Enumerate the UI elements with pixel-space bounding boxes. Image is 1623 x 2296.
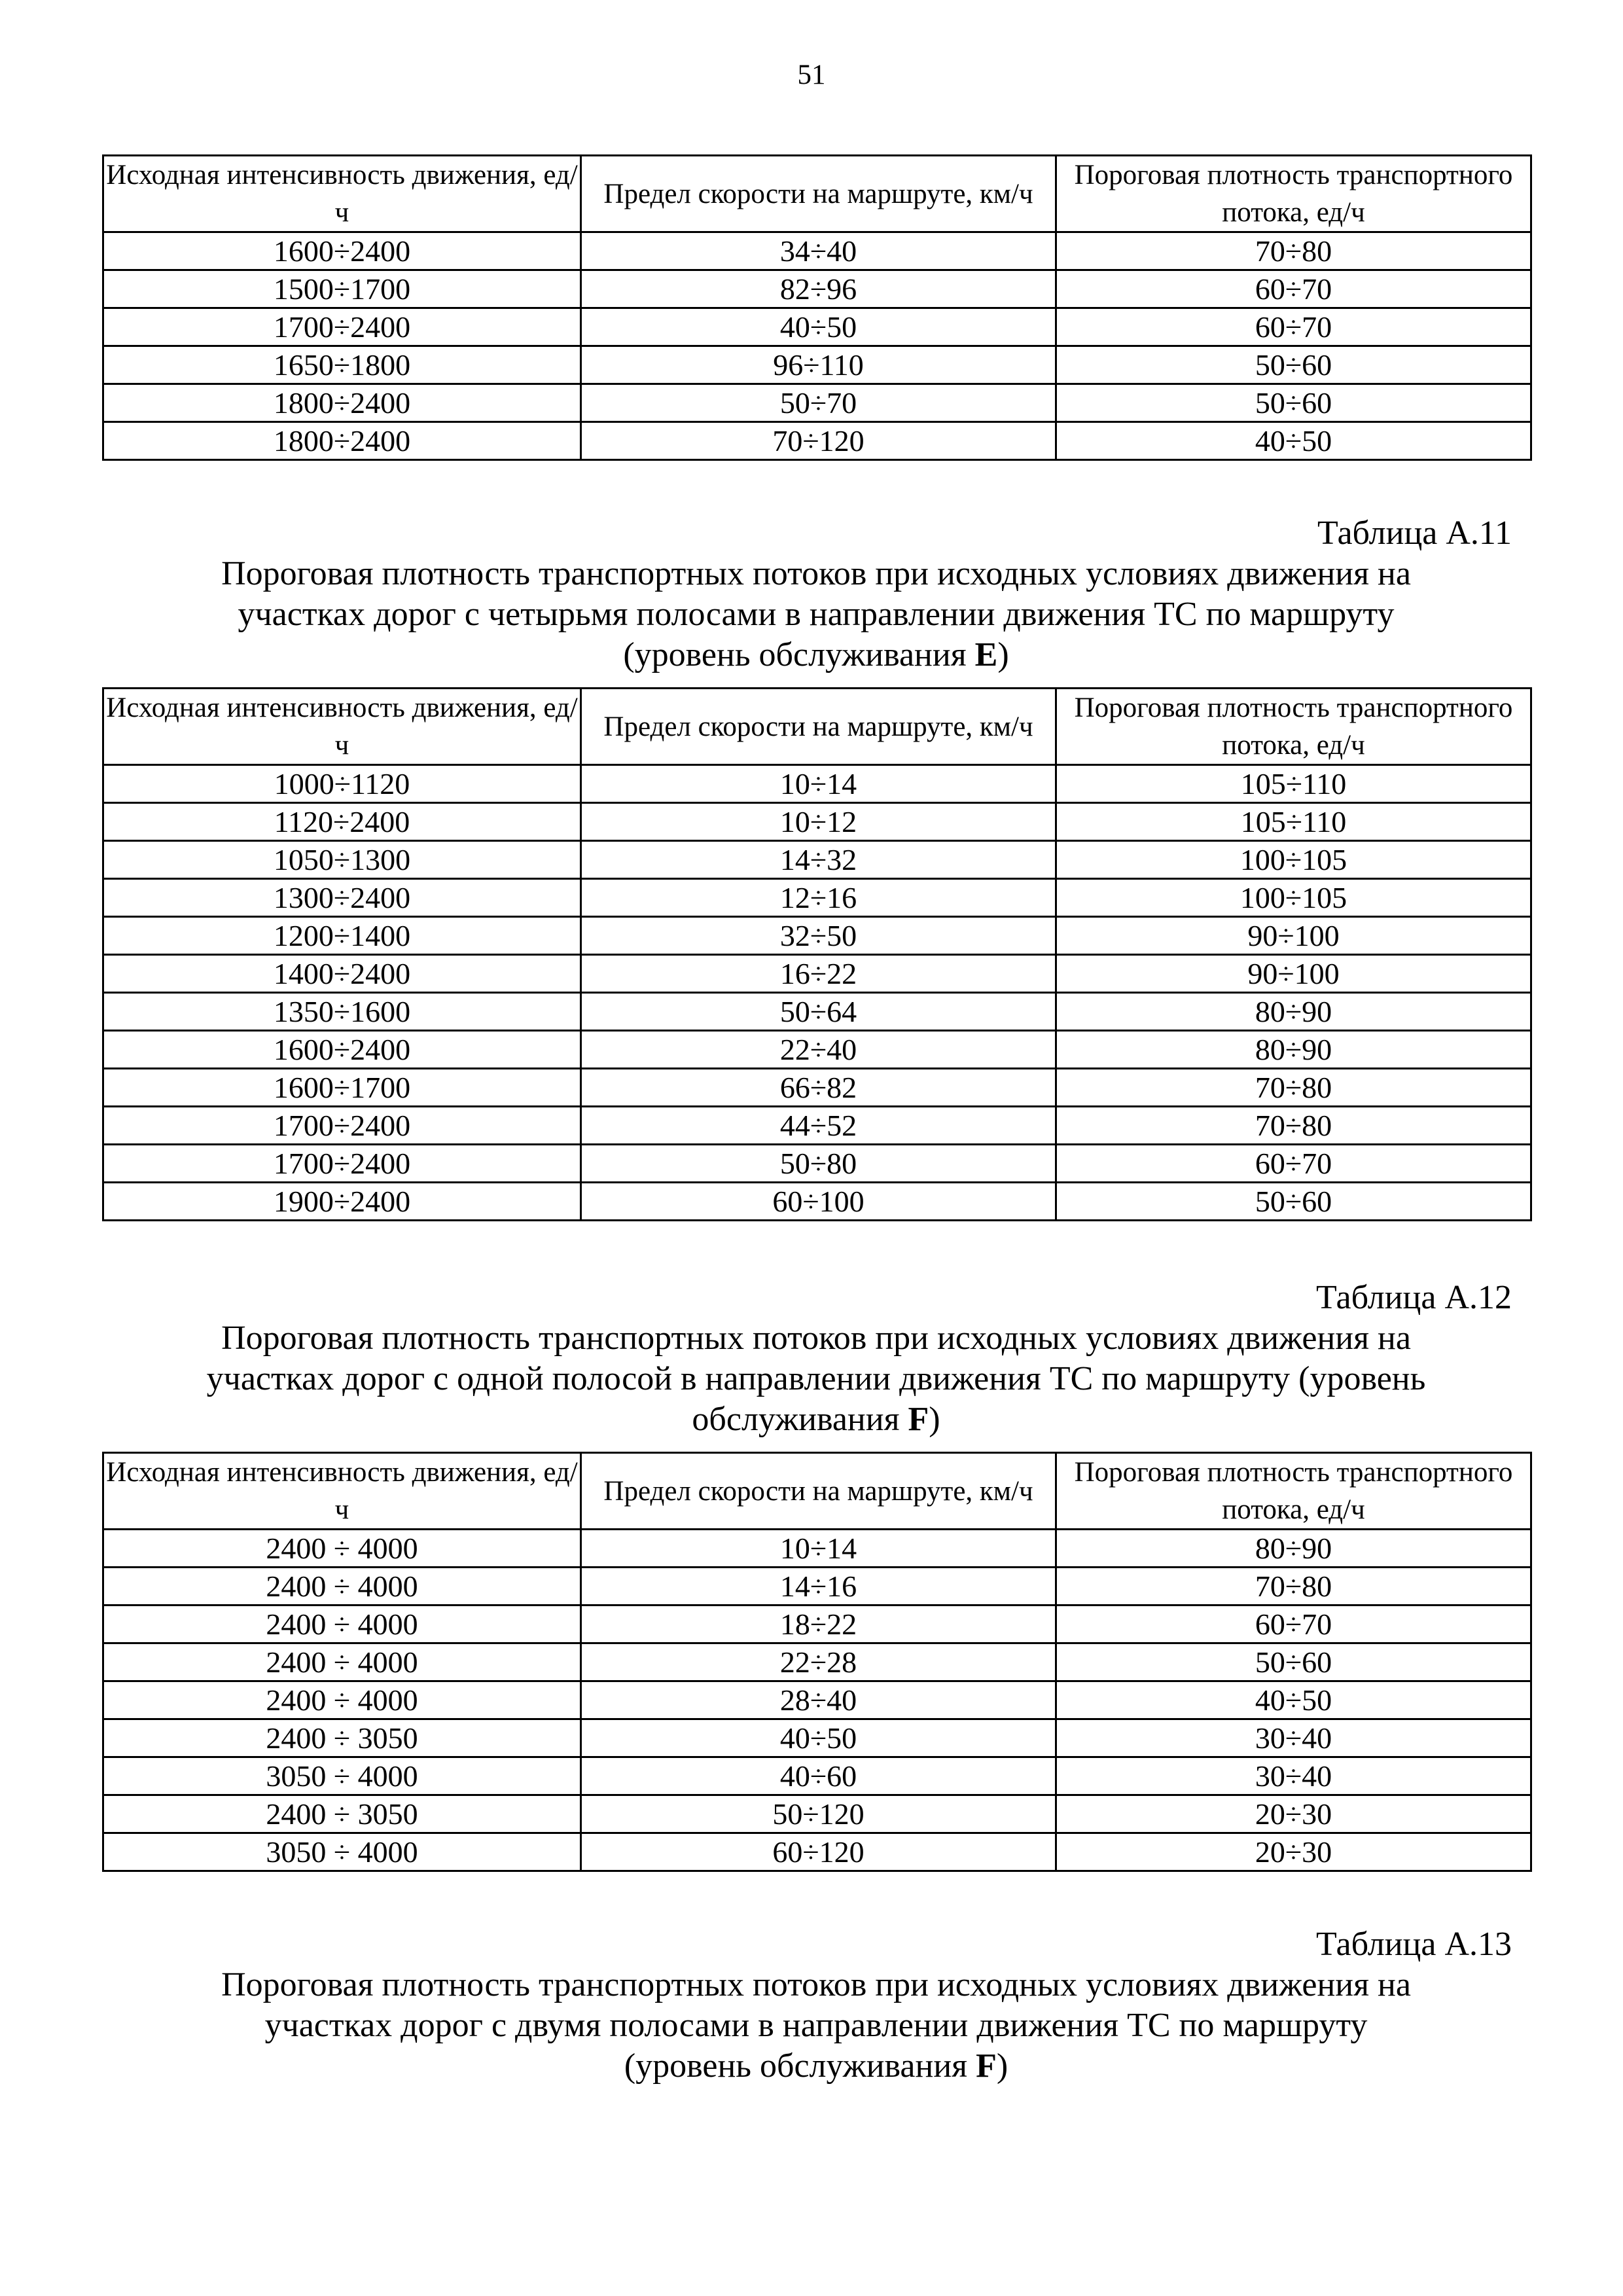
cell-density: 60÷70 — [1056, 1145, 1531, 1183]
cell-density: 100÷105 — [1056, 841, 1531, 879]
cell-intensity: 1650÷1800 — [103, 346, 581, 384]
table-row — [103, 765, 1531, 803]
cell-intensity: 1600÷2400 — [103, 1031, 581, 1069]
cell-intensity: 1700÷2400 — [103, 1145, 581, 1183]
cell-density: 30÷40 — [1056, 1719, 1531, 1757]
table-header-row — [103, 1453, 1531, 1530]
cell-density: 70÷80 — [1056, 1568, 1531, 1605]
table-continued — [102, 154, 1532, 461]
table-row — [103, 1568, 1531, 1605]
cell-intensity: 2400 ÷ 4000 — [103, 1530, 581, 1568]
cell-intensity: 1050÷1300 — [103, 841, 581, 879]
cell-speed: 28÷40 — [581, 1681, 1056, 1719]
cell-intensity: 1300÷2400 — [103, 879, 581, 917]
cell-speed: 14÷32 — [581, 841, 1056, 879]
cell-intensity: 1600÷2400 — [103, 232, 581, 270]
caption-line — [102, 1399, 1530, 1440]
caption-line: участках дорог с четырьмя полосами в направлении движения ТС по маршруту — [238, 596, 1395, 633]
caption-line: участках дорог с двумя полосами в направлении движения ТС по маршруту — [264, 2007, 1368, 2044]
caption-text: ) — [996, 2047, 1008, 2085]
cell-intensity: 2400 ÷ 4000 — [103, 1681, 581, 1719]
cell-speed: 50÷64 — [581, 993, 1056, 1031]
cell-speed: 50÷120 — [581, 1795, 1056, 1833]
table-row — [103, 1719, 1531, 1757]
cell-speed: 50÷80 — [581, 1145, 1056, 1183]
cell-speed: 50÷70 — [581, 384, 1056, 422]
table-row — [103, 270, 1531, 308]
caption-text: (уровень обслуживания — [623, 636, 975, 673]
cell-intensity: 1700÷2400 — [103, 308, 581, 346]
table-a11-label: Таблица А.11 — [1317, 514, 1512, 552]
cell-speed: 16÷22 — [581, 955, 1056, 993]
table-row — [103, 1681, 1531, 1719]
cell-speed: 82÷96 — [581, 270, 1056, 308]
header-density: Пороговая плотность транспортного потока, ед/ч — [1056, 156, 1531, 232]
cell-density: 50÷60 — [1056, 1183, 1531, 1221]
table-a13-label: Таблица А.13 — [1316, 1926, 1512, 1963]
header-speed: Предел скорости на маршруте, км/ч — [581, 156, 1056, 232]
table-row — [103, 917, 1531, 955]
table-row — [103, 993, 1531, 1031]
cell-intensity: 3050 ÷ 4000 — [103, 1757, 581, 1795]
header-speed: Предел скорости на маршруте, км/ч — [581, 1453, 1056, 1530]
table-row — [103, 1605, 1531, 1643]
table-row — [103, 346, 1531, 384]
table-row — [103, 232, 1531, 270]
cell-density: 90÷100 — [1056, 955, 1531, 993]
cell-speed: 10÷12 — [581, 803, 1056, 841]
table-row — [103, 1530, 1531, 1568]
cell-density: 80÷90 — [1056, 993, 1531, 1031]
cell-density: 50÷60 — [1056, 346, 1531, 384]
caption-line: Пороговая плотность транспортных потоков при исходных условиях движения на — [221, 555, 1411, 592]
service-level: F — [908, 1401, 929, 1438]
table-a12-caption — [102, 1318, 1530, 1440]
cell-density: 20÷30 — [1056, 1833, 1531, 1871]
header-speed: Предел скорости на маршруте, км/ч — [581, 689, 1056, 765]
cell-density: 20÷30 — [1056, 1795, 1531, 1833]
cell-density: 105÷110 — [1056, 803, 1531, 841]
cell-speed: 40÷50 — [581, 308, 1056, 346]
header-intensity: Исходная интенсивность движения, ед/ч — [103, 689, 581, 765]
cell-intensity: 1600÷1700 — [103, 1069, 581, 1107]
cell-intensity: 2400 ÷ 3050 — [103, 1795, 581, 1833]
cell-speed: 18÷22 — [581, 1605, 1056, 1643]
table-row — [103, 1069, 1531, 1107]
cell-speed: 70÷120 — [581, 422, 1056, 460]
caption-text: обслуживания — [692, 1401, 908, 1438]
cell-density: 40÷50 — [1056, 1681, 1531, 1719]
caption-line: участках дорог с одной полосой в направлении движения ТС по маршруту (уровень — [206, 1360, 1426, 1397]
cell-density: 80÷90 — [1056, 1530, 1531, 1568]
cell-speed: 14÷16 — [581, 1568, 1056, 1605]
cell-speed: 10÷14 — [581, 1530, 1056, 1568]
cell-density: 80÷90 — [1056, 1031, 1531, 1069]
cell-density: 60÷70 — [1056, 270, 1531, 308]
cell-density: 40÷50 — [1056, 422, 1531, 460]
table-row — [103, 1183, 1531, 1221]
table-row — [103, 1757, 1531, 1795]
cell-speed: 60÷100 — [581, 1183, 1056, 1221]
cell-density: 90÷100 — [1056, 917, 1531, 955]
cell-intensity: 1400÷2400 — [103, 955, 581, 993]
cell-speed: 22÷28 — [581, 1643, 1056, 1681]
table-row — [103, 1107, 1531, 1145]
cell-density: 105÷110 — [1056, 765, 1531, 803]
table-row — [103, 1795, 1531, 1833]
cell-speed: 60÷120 — [581, 1833, 1056, 1871]
cell-intensity: 3050 ÷ 4000 — [103, 1833, 581, 1871]
header-intensity: Исходная интенсивность движения, ед/ч — [103, 156, 581, 232]
cell-speed: 40÷50 — [581, 1719, 1056, 1757]
table-a11-caption — [102, 554, 1530, 675]
table-row — [103, 1643, 1531, 1681]
page-number: 51 — [797, 60, 826, 90]
header-density: Пороговая плотность транспортного потока, ед/ч — [1056, 689, 1531, 765]
cell-intensity: 2400 ÷ 4000 — [103, 1643, 581, 1681]
table-header-row — [103, 156, 1531, 232]
cell-intensity: 2400 ÷ 3050 — [103, 1719, 581, 1757]
table-row — [103, 384, 1531, 422]
cell-intensity: 1120÷2400 — [103, 803, 581, 841]
table-a12-label: Таблица А.12 — [1316, 1279, 1512, 1316]
cell-intensity: 1700÷2400 — [103, 1107, 581, 1145]
cell-density: 30÷40 — [1056, 1757, 1531, 1795]
cell-speed: 10÷14 — [581, 765, 1056, 803]
table-row — [103, 841, 1531, 879]
caption-text: ) — [997, 636, 1009, 673]
cell-speed: 66÷82 — [581, 1069, 1056, 1107]
table-row — [103, 308, 1531, 346]
cell-speed: 22÷40 — [581, 1031, 1056, 1069]
cell-intensity: 1800÷2400 — [103, 384, 581, 422]
cell-speed: 96÷110 — [581, 346, 1056, 384]
table-row — [103, 803, 1531, 841]
cell-speed: 32÷50 — [581, 917, 1056, 955]
caption-text: (уровень обслуживания — [624, 2047, 976, 2085]
cell-intensity: 1000÷1120 — [103, 765, 581, 803]
cell-density: 70÷80 — [1056, 232, 1531, 270]
cell-density: 50÷60 — [1056, 384, 1531, 422]
cell-speed: 34÷40 — [581, 232, 1056, 270]
caption-text: ) — [929, 1401, 940, 1438]
table-a12 — [102, 1452, 1532, 1872]
header-density: Пороговая плотность транспортного потока, ед/ч — [1056, 1453, 1531, 1530]
cell-speed: 12÷16 — [581, 879, 1056, 917]
cell-intensity: 1900÷2400 — [103, 1183, 581, 1221]
cell-intensity: 1200÷1400 — [103, 917, 581, 955]
cell-speed: 44÷52 — [581, 1107, 1056, 1145]
cell-density: 60÷70 — [1056, 1605, 1531, 1643]
cell-density: 70÷80 — [1056, 1107, 1531, 1145]
cell-density: 70÷80 — [1056, 1069, 1531, 1107]
cell-density: 50÷60 — [1056, 1643, 1531, 1681]
caption-line: Пороговая плотность транспортных потоков при исходных условиях движения на — [221, 1966, 1411, 2003]
cell-intensity: 1350÷1600 — [103, 993, 581, 1031]
service-level: E — [974, 636, 998, 673]
table-header-row — [103, 689, 1531, 765]
table-a11 — [102, 687, 1532, 1221]
caption-line — [102, 635, 1530, 675]
caption-line: Пороговая плотность транспортных потоков при исходных условиях движения на — [221, 1319, 1411, 1357]
cell-density: 100÷105 — [1056, 879, 1531, 917]
table-row — [103, 1145, 1531, 1183]
header-intensity: Исходная интенсивность движения, ед/ч — [103, 1453, 581, 1530]
table-row — [103, 955, 1531, 993]
cell-intensity: 2400 ÷ 4000 — [103, 1568, 581, 1605]
table-row — [103, 879, 1531, 917]
cell-intensity: 1800÷2400 — [103, 422, 581, 460]
table-row — [103, 1031, 1531, 1069]
caption-line — [102, 2046, 1530, 2087]
table-row — [103, 1833, 1531, 1871]
cell-density: 60÷70 — [1056, 308, 1531, 346]
service-level: F — [976, 2047, 997, 2085]
cell-speed: 40÷60 — [581, 1757, 1056, 1795]
table-a13-caption — [102, 1965, 1530, 2087]
table-row — [103, 422, 1531, 460]
cell-intensity: 1500÷1700 — [103, 270, 581, 308]
cell-intensity: 2400 ÷ 4000 — [103, 1605, 581, 1643]
